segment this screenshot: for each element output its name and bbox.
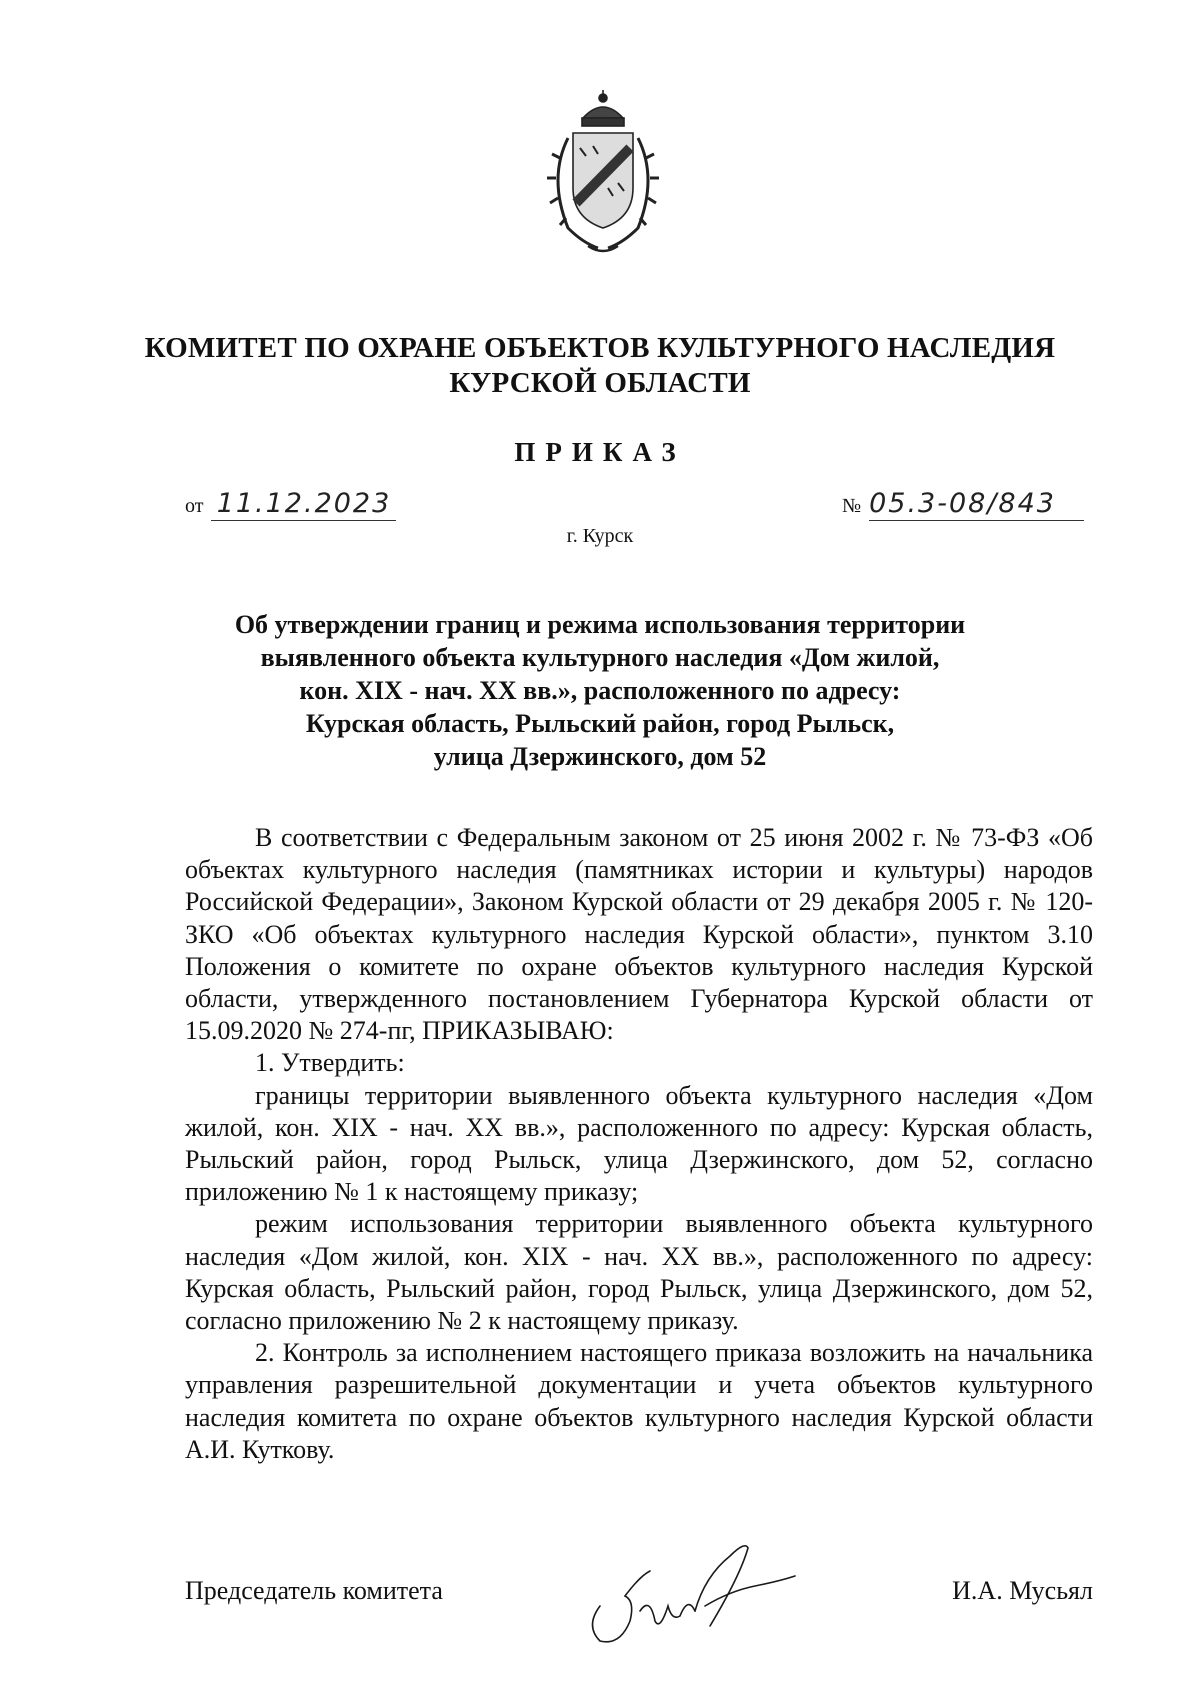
handwritten-signature-icon [580,1536,830,1646]
title-line: Об утверждении границ и режима использования территории [234,610,966,639]
title-line: кон. XIX - нач. XX вв.», расположенного по адресу: [299,676,901,705]
number-prefix: № [842,495,862,517]
signature-block [185,1536,1093,1636]
date-value: 11.12.2023 [211,488,396,519]
title-line: улица Дзержинского, дом 52 [433,742,767,771]
date-prefix: от [185,495,204,517]
coat-of-arms-icon [538,88,668,258]
date-row [185,488,396,519]
number-value: 05.3-08/843 [869,488,1084,519]
agency-name-line1: КОМИТЕТ ПО ОХРАНЕ ОБЪЕКТОВ КУЛЬТУРНОГО НАСЛЕДИЯ [144,332,1056,364]
city: г. Курск [566,525,634,547]
document-type: ПРИКАЗ [514,437,686,467]
body-paragraph: В соответствии с Федеральным законом от 25 июня 2002 г. № 73-ФЗ «Об объектах культурного наследия (памятниках истории и культуры) народов Российской Федерации», Законом Курской области от 29 декабря 2005 г. № 120-ЗКО «Об объектах культурного наследия Курской области», пунктом 3.10 Положения о комитете по охране объектов культурного наследия Курской области, утвержденного постановлением Губернатора Курской области от 15.09.2020 № 274-пг, ПРИКАЗЫВАЮ: [185,823,1093,1046]
title-line: выявленного объекта культурного наследия «Дом жилой, [260,643,940,672]
document-body [185,822,1093,1466]
body-paragraph: режим использования территории выявленного объекта культурного наследия «Дом жилой, кон. XIX - нач. XX вв.», расположенного по адресу: Курская область, Рыльский район, город Рыльск, улица Дзержинского, дом 52, согласно приложению № 2 к настоящему приказу. [185,1209,1093,1336]
body-paragraph: 2. Контроль за исполнением настоящего приказа возложить на начальника управления разрешительной документации и учета объектов культурного наследия комитета по охране объектов культурного наследия Курской области А.И. Куткову. [185,1338,1093,1464]
title-line: Курская область, Рыльский район, город Рыльск, [305,709,895,738]
body-paragraph: 1. Утвердить: [255,1048,405,1078]
body-paragraph: границы территории выявленного объекта культурного наследия «Дом жилой, кон. XIX - нач. XX вв.», расположенного по адресу: Курская область, Рыльский район, город Рыльск, улица Дзержинского, дом 52, согласно приложению № 1 к настоящему приказу; [185,1080,1093,1207]
document-title [200,608,1000,773]
signer-position: Председатель комитета [185,1576,443,1605]
agency-name-line2: КУРСКОЙ ОБЛАСТИ [449,367,751,399]
signer-name: И.А. Мусьял [952,1576,1093,1605]
number-row [842,488,1084,519]
